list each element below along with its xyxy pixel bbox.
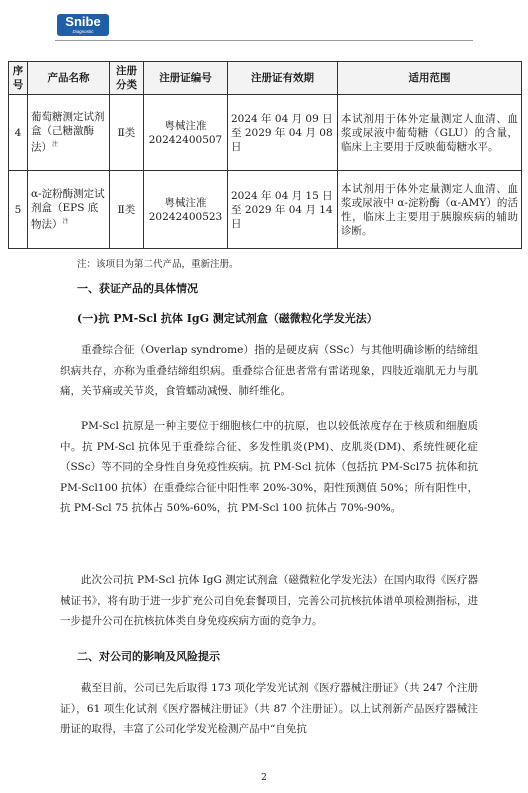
cell-name: [28, 95, 110, 171]
table-footnote: 注：该项目为第二代产品，重新注册。: [77, 259, 239, 270]
header-no: 序号: [9, 62, 28, 95]
header-cert: 注册证编号: [144, 62, 228, 95]
cell-name: [28, 171, 110, 249]
cell-no: 5: [9, 171, 28, 249]
paragraph-registration-summary: 截至目前，公司已先后取得 173 项化学发光试剂《医疗器械注册证》（共 247 个注册证），61 项生化试剂《医疗器械注册证》（共 87 个注册证）。以上试剂新产品医疗器械注册证的取得，丰富了公司化学发光检测产品中“自免抗: [60, 682, 478, 735]
table-header-row: [9, 62, 522, 95]
cell-scope: 本试剂用于体外定量测定人血清、血浆或尿液中 α-淀粉酶（α-AMY）的活性，临床上主要用于胰腺疾病的辅助诊断。: [338, 171, 522, 249]
header-valid: 注册证有效期: [228, 62, 338, 95]
cell-valid: 2024 年 04 月 15 日至 2029 年 04 月 14 日: [228, 171, 338, 249]
cell-no: 4: [9, 95, 28, 171]
registration-table: [8, 61, 522, 249]
table-row: [9, 171, 522, 249]
logo-text: Snibe: [65, 14, 101, 29]
logo-subtext: Diagnostic: [72, 29, 94, 34]
paragraph-product-impact: 此次公司抗 PM-Scl 抗体 IgG 测定试剂盒（磁微粒化学发光法）在国内取得《医疗器械证书》，将有助于进一步扩充公司自免套餐项目，完善公司抗核抗体谱单项检测指标，进一步提升公司在抗核抗体类自身免疫疾病方面的竞争力。: [60, 574, 478, 627]
paragraph-overlap-syndrome: 重叠综合征（Overlap syndrome）指的是硬皮病（SSc）与其他明确诊断的结缔组织病共存，亦称为重叠结缔组织病。重叠综合征患者常有雷诺现象，四肢近端肌无力与肌痛，关节痛或关节炎，食管蠕动减慢、肺纤维化。: [60, 344, 478, 397]
cell-scope: 本试剂用于体外定量测定人血清、血浆或尿液中葡萄糖（GLU）的含量，临床上主要用于反映葡萄糖水平。: [338, 95, 522, 171]
section-heading-2: 二、对公司的影响及风险提示: [77, 651, 220, 663]
cell-cert: 粤械注准20242400507: [144, 95, 228, 171]
header-scope: 适用范围: [338, 62, 522, 95]
header-divider: [55, 40, 473, 41]
cell-cert: 粤械注准20242400523: [144, 171, 228, 249]
page-number: 2: [261, 773, 267, 783]
note-mark: 注: [52, 141, 59, 149]
table-row: [9, 95, 522, 171]
cell-class: Ⅱ类: [110, 171, 144, 249]
product-name: 葡萄糖测定试剂盒（己糖激酶法）: [31, 111, 105, 154]
paragraph-pm-scl-antigen: PM-Scl 抗原是一种主要位于细胞核仁中的抗原，也以较低浓度存在于核质和细胞质中。抗 PM-Scl 抗体见于重叠综合征、多发性肌炎(PM)、皮肌炎(DM)、系统性硬化症（SSc）等不同的全身性自身免疫性疾病。抗 PM-Scl 抗体（包括抗 PM-Scl75 抗体和抗 PM-Scl100 抗体）在重叠综合征中阳性率 20%-30%，阳性预测值 50%；所有阳性中，抗 PM-Scl 75 抗体占 50%-60%，抗 PM-Scl 100 抗体占 70%-90%。: [60, 420, 478, 514]
subsection-heading-1: (一)抗 PM-Scl 抗体 IgG 测定试剂盒（磁微粒化学发光法）: [77, 312, 378, 325]
company-logo: [57, 14, 109, 36]
product-name: α-淀粉酶测定试剂盒（EPS 底物法）: [31, 188, 105, 231]
cell-class: Ⅱ类: [110, 95, 144, 171]
header-class: 注册分类: [110, 62, 144, 95]
cell-valid: 2024 年 04 月 09 日至 2029 年 04 月 08 日: [228, 95, 338, 171]
section-heading-1: 一、获证产品的具体情况: [77, 283, 198, 295]
header-name: 产品名称: [28, 62, 110, 95]
note-mark: 注: [62, 218, 69, 226]
